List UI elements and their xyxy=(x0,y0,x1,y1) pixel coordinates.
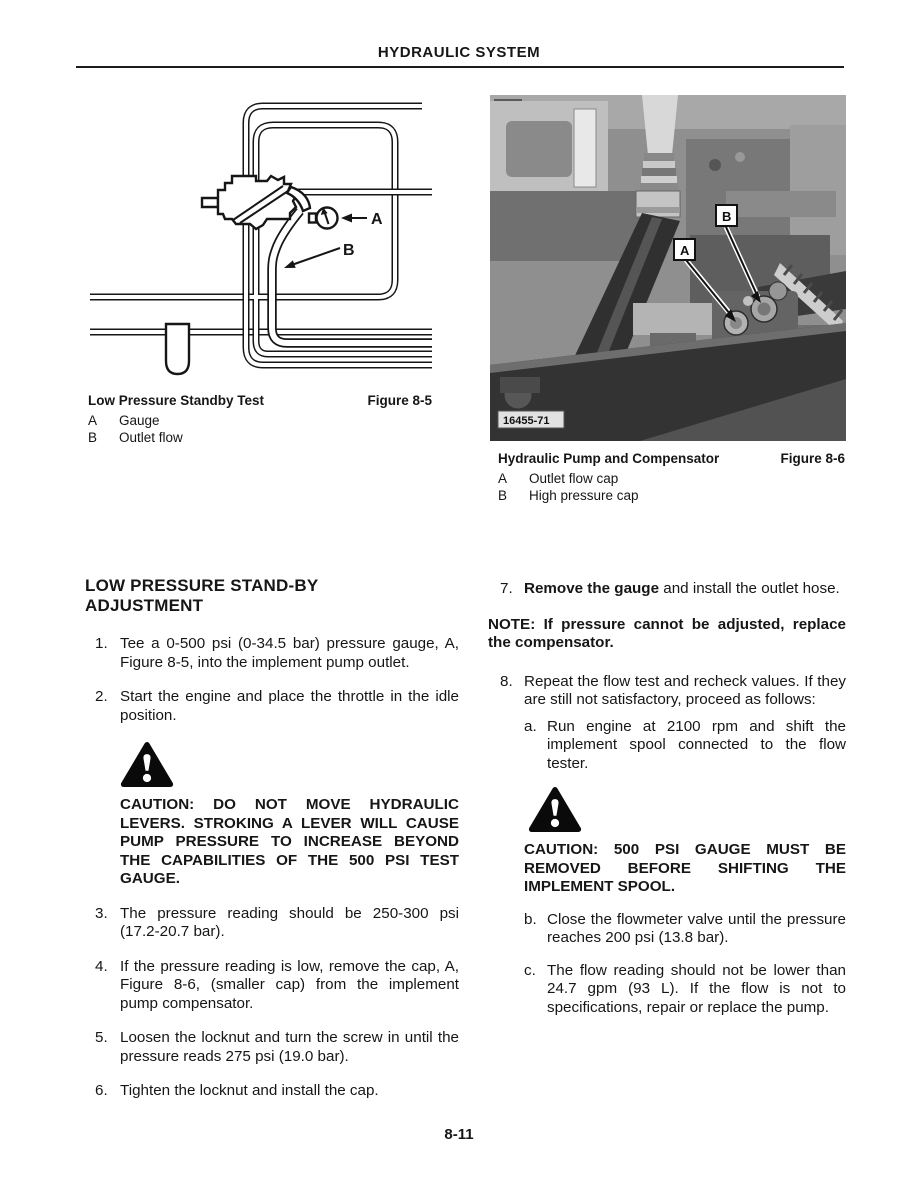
diagram-callout-b xyxy=(284,242,355,268)
callout-key: A xyxy=(498,471,508,486)
right-column xyxy=(488,580,846,1017)
step-number: 8. xyxy=(500,672,513,690)
step-number: 1. xyxy=(95,635,108,652)
substep-text: The flow reading should not be lower than 24.7 gpm (93 L). If the flow is not to specifications, repair or replace the pump. xyxy=(547,961,846,1016)
pump-shape xyxy=(202,176,297,229)
callout-label: Outlet flow xyxy=(119,430,183,445)
gauge-stem xyxy=(309,214,316,223)
substep-a xyxy=(488,718,846,774)
note-text: NOTE: If pressure cannot be adjusted, replace the compensator. xyxy=(488,615,846,651)
hydraulic-diagram xyxy=(60,95,435,380)
step-2 xyxy=(85,688,459,725)
substep-c xyxy=(488,962,846,1018)
figure-number: Figure 8-6 xyxy=(780,451,845,466)
photo-label-a: A xyxy=(680,243,690,258)
left-column xyxy=(85,576,459,1101)
step-text-bold: Remove the gauge xyxy=(524,580,660,597)
photo-label-b: B xyxy=(722,209,732,224)
section-heading: LOW PRESSURE STAND-BY ADJUSTMENT xyxy=(85,576,319,615)
caution-text: CAUTION: DO NOT MOVE HYDRAULIC LEVERS. STROKING A LEVER WILL CAUSE PUMP PRESSURE TO INCREASE BEYOND THE CAPABILITIES OF THE 500 PSI TEST GAUGE. xyxy=(120,796,459,887)
substep-text: Run engine at 2100 rpm and shift the implement spool connected to the flow tester. xyxy=(547,717,846,772)
step-number: 5. xyxy=(95,1029,108,1046)
warning-triangle-icon xyxy=(528,786,582,833)
figure-8-5-caption xyxy=(88,392,432,446)
step-number: 4. xyxy=(95,957,108,975)
callout-key: B xyxy=(498,488,508,503)
caution-text: CAUTION: 500 PSI GAUGE MUST BE REMOVED BEFORE SHIFTING THE IMPLEMENT SPOOL. xyxy=(524,841,846,895)
callout-row xyxy=(498,487,845,504)
figure-caption-title: Low Pressure Standby Test xyxy=(88,393,265,408)
callout-key: A xyxy=(88,413,98,428)
diagram-label-b: B xyxy=(343,242,355,259)
step-text: Repeat the flow test and recheck values. If they are still not satisfactory, proceed as follows: xyxy=(524,672,846,708)
step-4 xyxy=(85,958,459,1014)
step-number: 6. xyxy=(95,1082,108,1099)
figure-8-6-caption xyxy=(498,450,845,504)
pipe-fitting xyxy=(166,324,189,374)
header-rule xyxy=(76,66,844,68)
step-text: Tighten the locknut and install the cap. xyxy=(120,1082,379,1099)
step-7 xyxy=(488,580,846,599)
diagram-callout-a xyxy=(341,211,383,228)
page-number: 8-11 xyxy=(444,1126,474,1143)
step-text: Loosen the locknut and turn the screw in until the pressure reads 275 psi (19.0 bar). xyxy=(120,1029,459,1065)
substep-letter: c. xyxy=(524,961,536,979)
callout-key: B xyxy=(88,430,98,445)
step-text: The pressure reading should be 250-300 psi (17.2-20.7 bar). xyxy=(120,904,459,940)
callout-label: Outlet flow cap xyxy=(529,471,619,486)
step-number: 2. xyxy=(95,688,108,705)
step-number: 7. xyxy=(500,580,513,597)
substep-letter: b. xyxy=(524,910,537,928)
step-text: Tee a 0-500 psi (0-34.5 bar) pressure gauge, A, Figure 8-5, into the implement pump outlet. xyxy=(120,635,459,671)
page-header-title: HYDRAULIC SYSTEM xyxy=(377,44,541,61)
photo-ref-text: 16455-71 xyxy=(503,415,550,427)
photo-ref-tag xyxy=(498,411,564,428)
step-number: 3. xyxy=(95,904,108,922)
step-8 xyxy=(488,673,846,710)
figure-number: Figure 8-5 xyxy=(367,393,432,408)
callout-label: High pressure cap xyxy=(529,488,639,503)
callout-label: Gauge xyxy=(119,413,160,428)
substep-b xyxy=(488,911,846,948)
step-3 xyxy=(85,905,459,942)
step-6 xyxy=(85,1082,459,1101)
step-5 xyxy=(85,1029,459,1066)
figure-8-6-photo xyxy=(490,95,846,441)
step-1 xyxy=(85,635,459,672)
callout-row xyxy=(88,429,432,446)
substep-letter: a. xyxy=(524,717,537,735)
substep-text: Close the flowmeter valve until the pressure reaches 200 psi (13.8 bar). xyxy=(547,910,846,946)
figure-caption-title: Hydraulic Pump and Compensator xyxy=(498,451,720,466)
warning-triangle-icon xyxy=(120,741,174,788)
step-text: If the pressure reading is low, remove the cap, A, Figure 8-6, (smaller cap) from the implement pump compensator. xyxy=(120,957,459,1012)
callout-row xyxy=(498,470,845,487)
step-text: and install the outlet hose. xyxy=(659,580,840,597)
pressure-gauge-icon xyxy=(317,208,338,229)
engine-photo xyxy=(490,95,846,441)
diagram-label-a: A xyxy=(371,211,383,228)
callout-row xyxy=(88,412,432,429)
figure-8-5-diagram xyxy=(60,95,435,380)
step-text: Start the engine and place the throttle in the idle position. xyxy=(120,688,459,724)
